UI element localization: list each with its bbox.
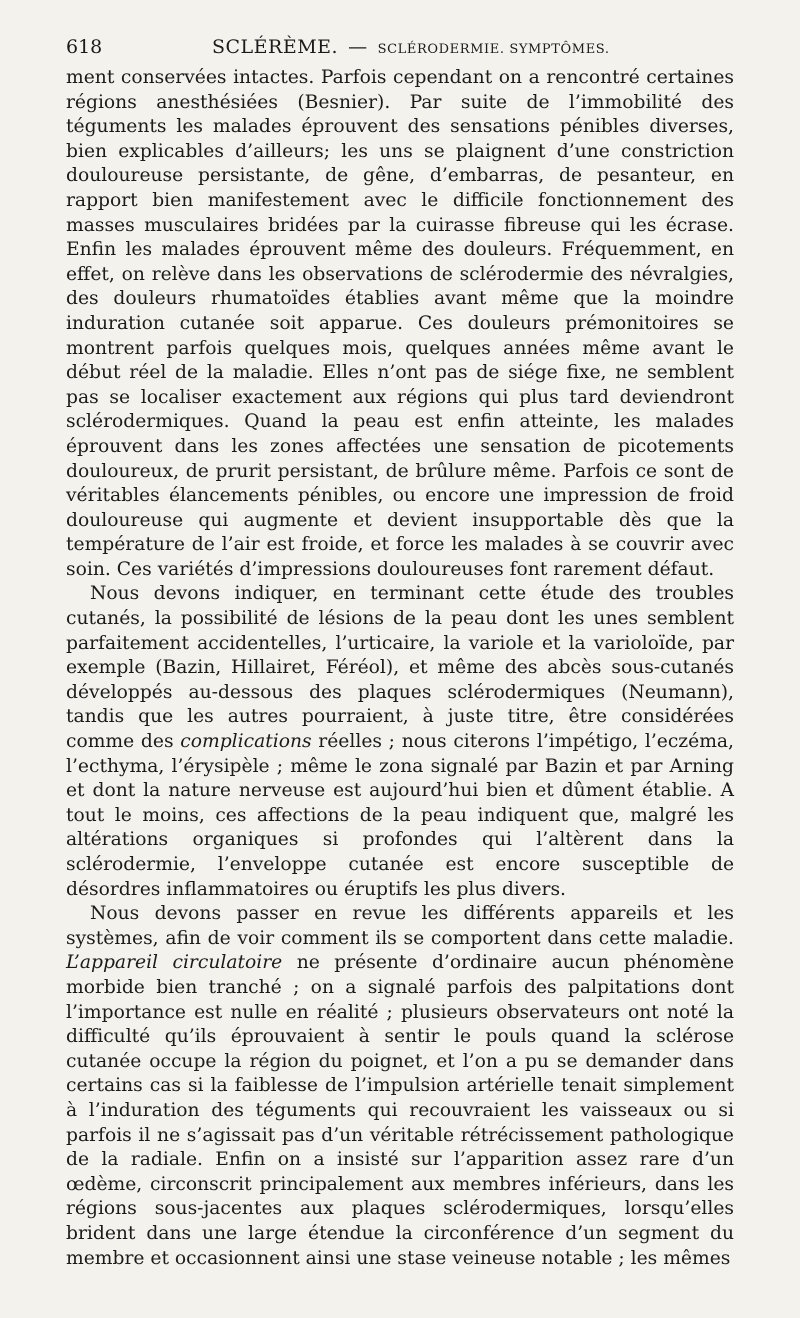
chapter-title: SCLÉRÈME.	[212, 36, 339, 58]
paragraph-3-start: Nous devons passer en revue les différents appareils et les systèmes, afin de voir comment ils se comportent dans cette maladie.	[66, 903, 734, 949]
paragraph-2-start: Nous devons indiquer, en terminant cette étude des troubles cutanés, la possibilité de lésions de la peau dont les unes semblent parfaitement accidentelles, l’urticaire, la variole et la varioloïde, par exemple (Bazin, Hillairet, Féréol), et même des abcès sous-cutanés développés au-dessous des plaques sclérodermiques (Neumann), tandis que les autres pourraient, à juste titre, être considérées comme des	[66, 583, 734, 753]
running-title	[212, 36, 610, 58]
title-dash: —	[348, 36, 368, 58]
paragraph-2	[66, 582, 734, 902]
section-subtitle: SCLÉRODERMIE. SYMPTÔMES.	[377, 42, 610, 57]
body-text	[66, 66, 734, 1271]
running-head	[66, 36, 734, 58]
paragraph-1: ment conservées intactes. Parfois cependant on a rencontré certaines régions anesthésiées (Besnier). Par suite de l’immobilité des téguments les malades éprouvent des sensations pénibles diverses, bien explicables d’ailleurs; les uns se plaignent d’une constriction douloureuse persistante, de gêne, d’embarras, de pesanteur, en rapport bien manifestement avec le difficile fonctionnement des masses musculaires bridées par la cuirasse fibreuse qui les écrase. Enfin les malades éprouvent même des douleurs. Fréquemment, en effet, on relève dans les observations de sclérodermie des névralgies, des douleurs rhumatoïdes établies avant même que la moindre induration cutanée soit apparue. Ces douleurs prémonitoires se montrent parfois quelques mois, quelques années même avant le début réel de la maladie. Elles n’ont pas de siége fixe, ne semblent pas se localiser exactement aux régions qui plus tard deviendront sclérodermiques. Quand la peau est enfin atteinte, les malades éprouvent dans les zones affectées une sensation de picotements douloureux, de prurit persistant, de brûlure même. Parfois ce sont de véritables élancements pénibles, ou encore une impression de froid douloureuse qui augmente et devient insupportable dès que la température de l’air est froide, et force les malades à se couvrir avec soin. Ces variétés d’impressions douloureuses font rarement défaut.	[66, 67, 734, 580]
emphasis-appareil-circulatoire: L’appareil circulatoire	[66, 952, 283, 974]
paragraph-2-end: réelles ; nous citerons l’impétigo, l’eczéma, l’ecthyma, l’érysipèle ; même le zona signalé par Bazin et par Arning et dont la nature nerveuse est aujourd’hui bien et dûment établie. A tout le moins, ces affections de la peau indiquent que, malgré les altérations organiques si profondes qui l’altèrent dans la sclérodermie, l’enveloppe cutanée est encore susceptible de désordres inflammatoires ou éruptifs les plus divers.	[66, 731, 734, 900]
paragraph-3-end: ne présente d’ordinaire aucun phénomène morbide bien tranché ; on a signalé parfois des palpitations dont l’importance est nulle en réalité ; plusieurs observateurs ont noté la difficulté qu’ils éprouvaient à sentir le pouls quand la sclérose cutanée occupe la région du poignet, et l’on a pu se demander dans certains cas si la faiblesse de l’impulsion artérielle tenait simplement à l’induration des téguments qui recouvraient les vaisseaux ou si parfois il ne s’agissait pas d’un véritable rétrécissement pathologique de la radiale. Enfin on a insisté sur l’apparition assez rare d’un œdème, circonscrit principalement aux membres inférieurs, dans les régions sous-jacentes aux plaques sclérodermiques, lorsqu’elles brident dans une large étendue la circonférence d’un segment du membre et occasionnent ainsi une stase veineuse notable ; les mêmes	[66, 952, 735, 1269]
page-number: 618	[66, 36, 103, 58]
emphasis-complications: complications	[180, 731, 312, 753]
paragraph-3	[66, 902, 734, 1271]
